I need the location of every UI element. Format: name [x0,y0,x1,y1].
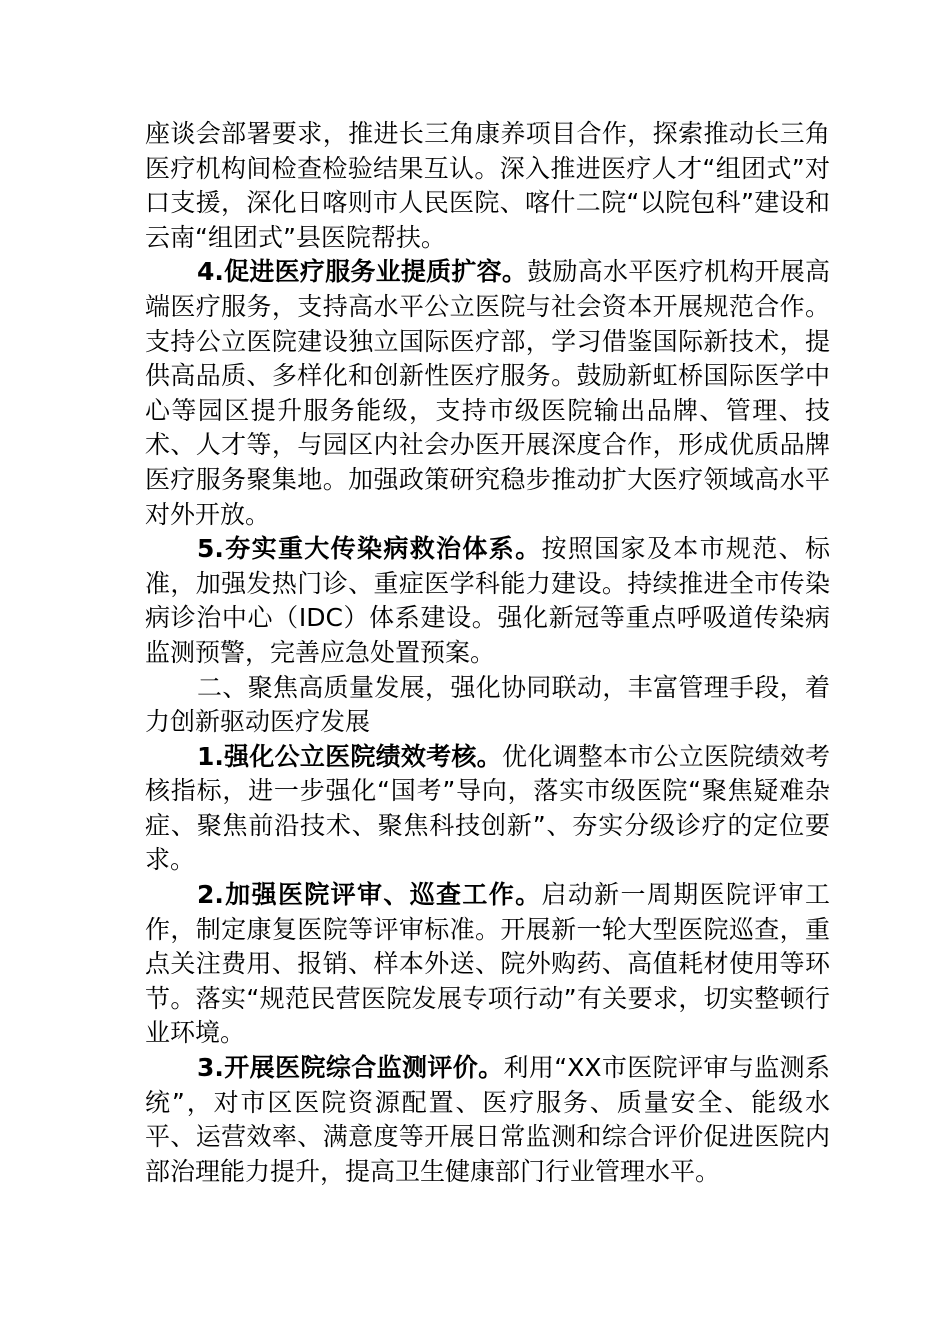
paragraph-heading: 1.强化公立医院绩效考核。 [197,741,502,771]
section-heading-text: 二、聚焦高质量发展，强化协同联动，丰富管理手段，着力创新驱动医疗发展 [145,672,830,737]
paragraph-5 [145,740,830,878]
paragraph-3 [145,532,830,670]
paragraph-text: 按照国家及本市规范、标准，加强发热门诊、重症医学科能力建设。持续推进全市传染病诊治中心（IDC）体系建设。强化新冠等重点呼吸道传染病监测预警，完善应急处置预案。 [145,534,830,667]
paragraph-heading: 5.夯实重大传染病救治体系。 [197,534,542,564]
paragraph-text: 启动新一周期医院评审工作，制定康复医院等评审标准。开展新一轮大型医院巡查，重点关注费用、报销、样本外送、院外购药、高值耗材使用等环节。落实“规范民营医院发展专项行动”有关要求，切实整顿行业环境。 [145,880,830,1048]
paragraph-6 [145,878,830,1051]
paragraph-heading: 2.加强医院评审、巡查工作。 [197,880,542,910]
paragraph-heading: 4.促进医疗服务业提质扩容。 [197,257,528,287]
paragraph-text: 座谈会部署要求，推进长三角康养项目合作，探索推动长三角医疗机构间检查检验结果互认。深入推进医疗人才“组团式”对口支援，深化日喀则市人民医院、喀什二院“以院包科”建设和云南“组团式”县医院帮扶。 [145,119,830,252]
section-heading [145,671,830,740]
paragraph-text: 鼓励高水平医疗机构开展高端医疗服务，支持高水平公立医院与社会资本开展规范合作。支持公立医院建设独立国际医疗部，学习借鉴国际新技术，提供高品质、多样化和创新性医疗服务。鼓励新虹桥国际医学中心等园区提升服务能级，支持市级医院输出品牌、管理、技术、人才等，与园区内社会办医开展深度合作，形成优质品牌医疗服务聚集地。加强政策研究稳步推动扩大医疗领域高水平对外开放。 [145,257,830,529]
paragraph-7 [145,1051,830,1189]
paragraph-text: 利用“XX市医院评审与监测系统”，对市区医院资源配置、医疗服务、质量安全、能级水平、运营效率、满意度等开展日常监测和综合评价促进医院内部治理能力提升，提高卫生健康部门行业管理水平。 [145,1053,830,1186]
paragraph-text: 优化调整本市公立医院绩效考核指标，进一步强化“国考”导向，落实市级医院“聚焦疑难杂症、聚焦前沿技术、聚焦科技创新”、夯实分级诊疗的定位要求。 [145,741,830,875]
paragraph-2 [145,255,830,532]
paragraph-heading: 3.开展医院综合监测评价。 [197,1053,504,1083]
paragraph-1 [145,117,830,255]
